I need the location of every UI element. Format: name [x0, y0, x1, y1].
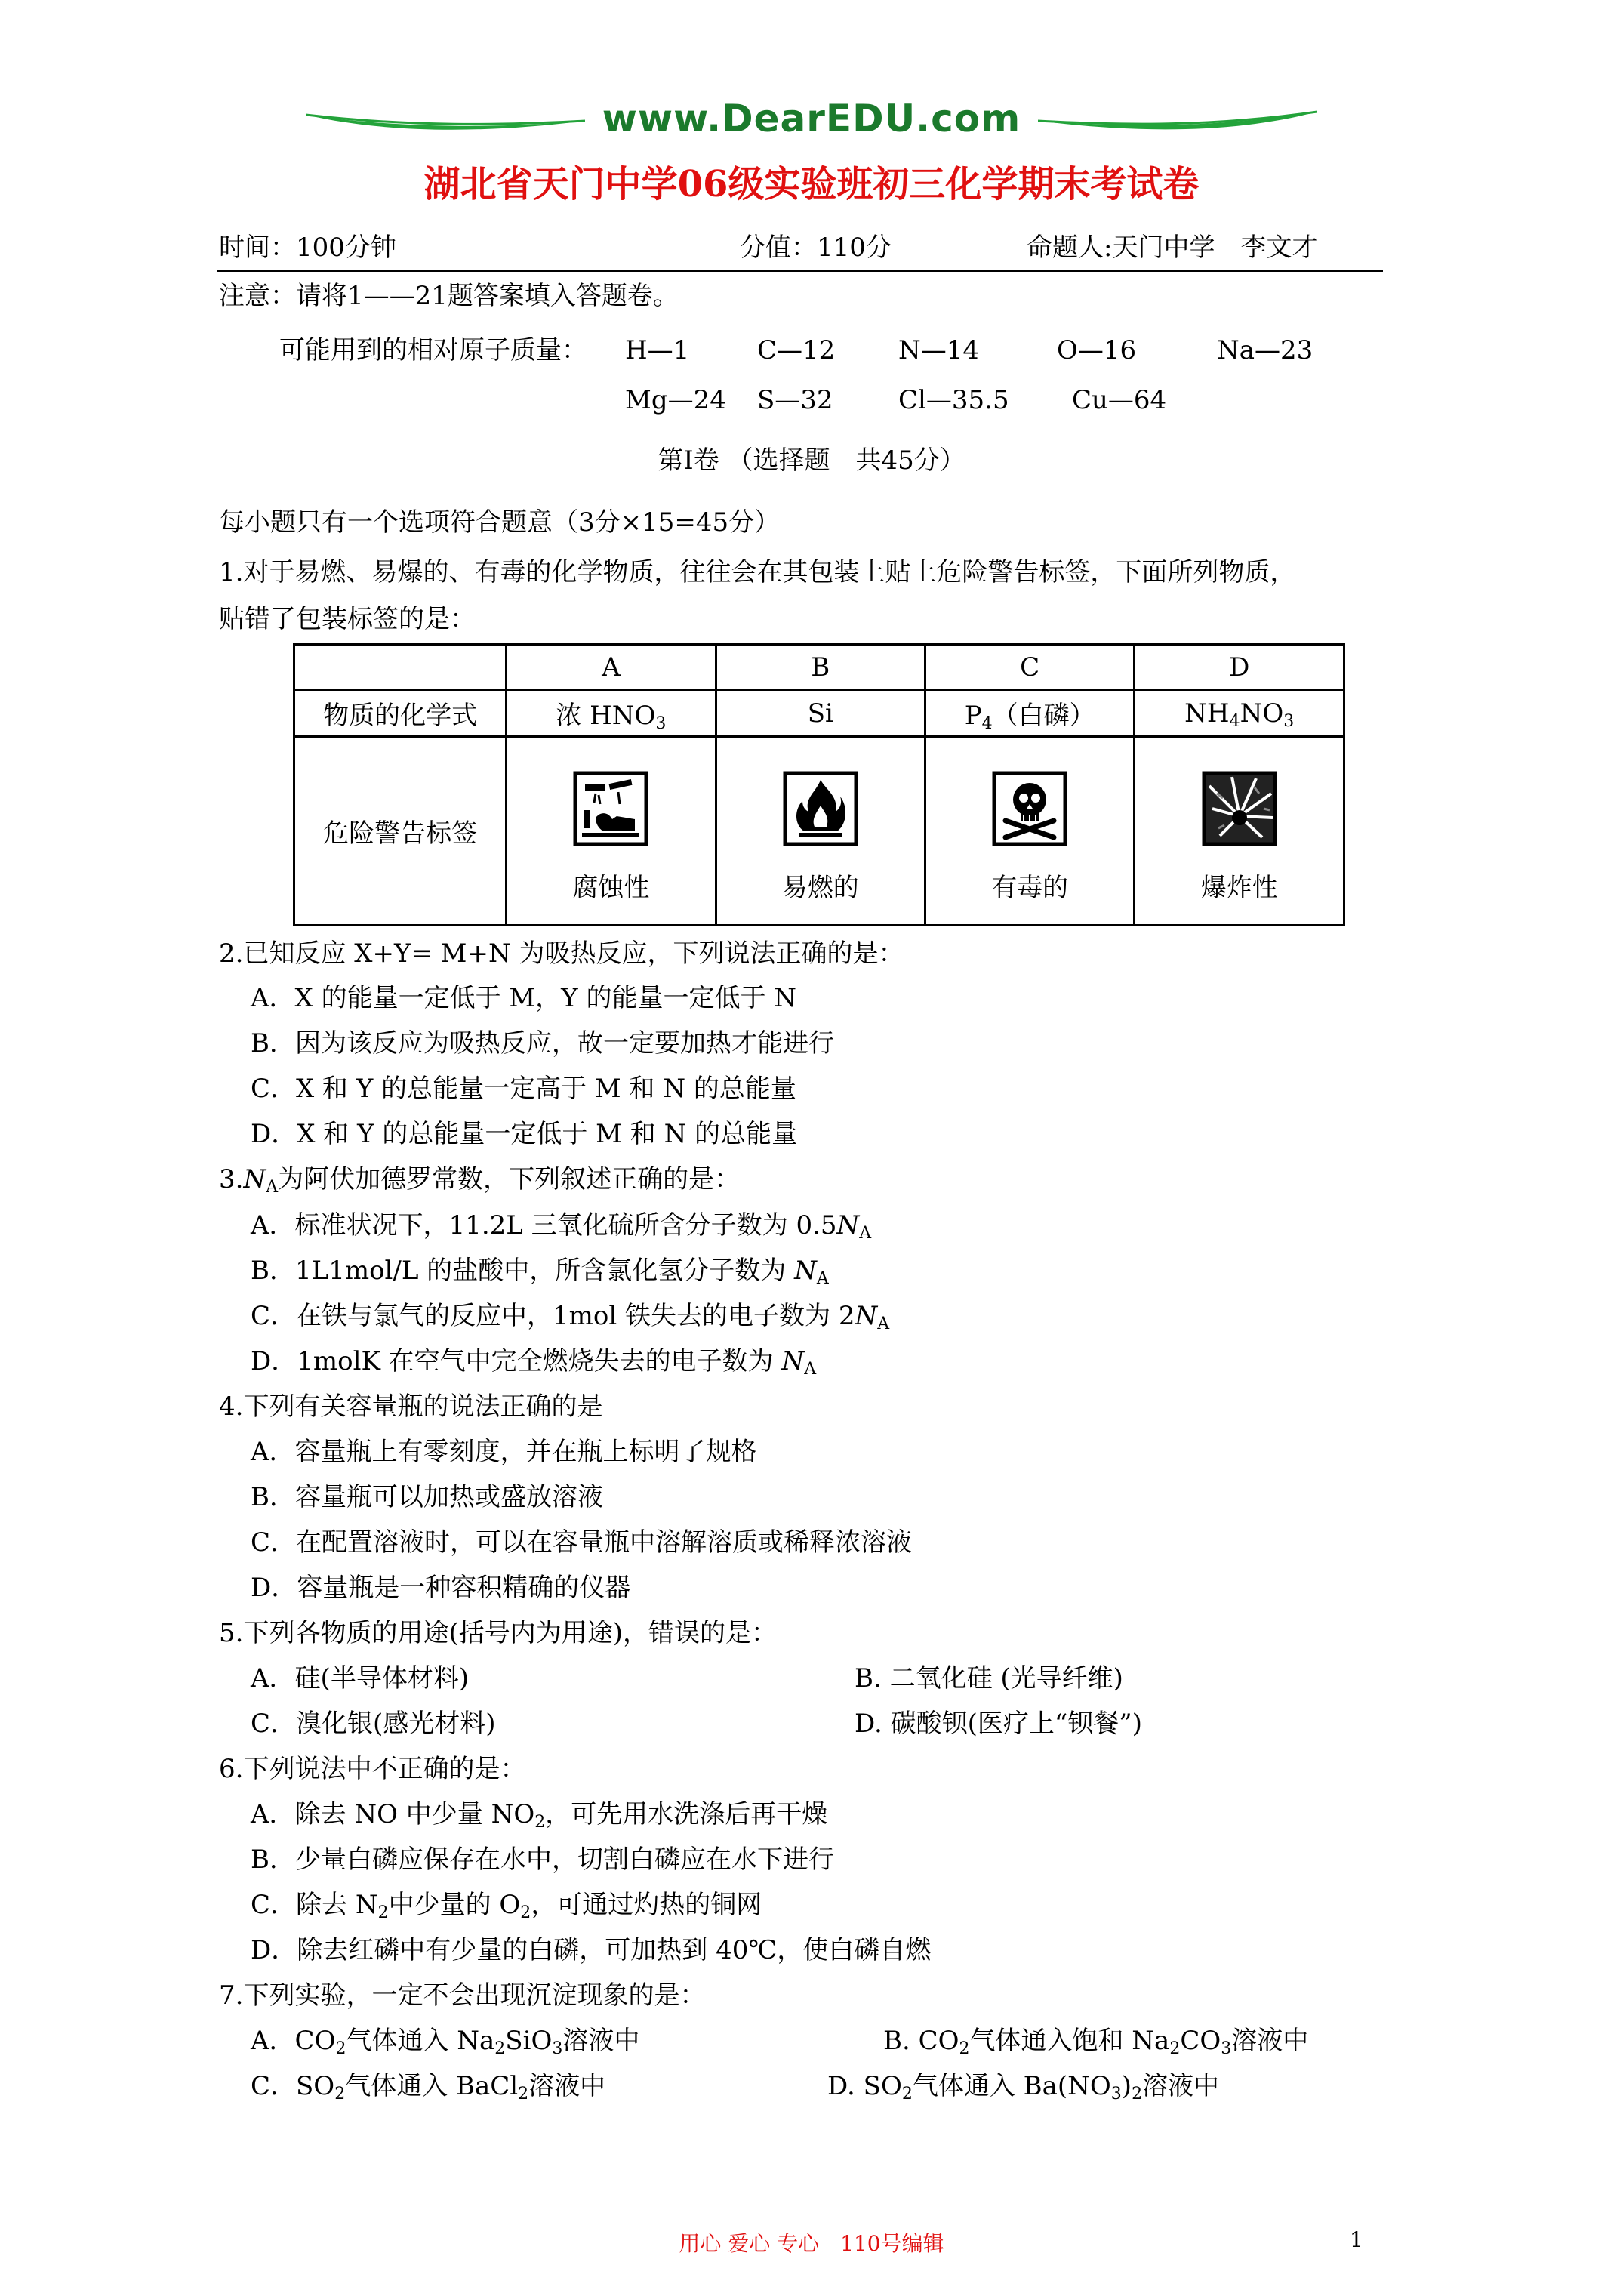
atomic-mass-item: S—32 [757, 385, 833, 415]
atomic-mass-item: Cu—64 [1072, 385, 1167, 415]
flame-icon [783, 771, 858, 846]
exam-title: 湖北省天门中学06级实验班初三化学期末考试卷 [423, 163, 1200, 205]
exam-score: 分值：110分 [740, 233, 892, 263]
hazard-label-text: 有毒的 [991, 872, 1069, 903]
table-header-cell: C [925, 645, 1134, 690]
atomic-mass-item: C—12 [757, 335, 836, 365]
atomic-mass-item: Cl—35.5 [898, 385, 1009, 415]
atomic-mass-item: O—16 [1057, 335, 1137, 365]
q6-option-d: D．除去红磷中有少量的白磷，可加热到 40℃，使白磷自燃 [251, 1935, 932, 1965]
q6-option-b: B．少量白磷应保存在水中，切割白磷应在水下进行 [251, 1845, 834, 1875]
atomic-mass-label: 可能用到的相对原子质量： [279, 335, 587, 365]
site-banner: www.DearEDU.com [602, 97, 1021, 140]
hazard-label-table [293, 643, 1345, 926]
formula-d: $NH_4NO_3$ [1135, 690, 1344, 737]
explosive-icon [1202, 771, 1277, 846]
q3-stem: $3.N_A$为阿伏加德罗常数，下列叙述正确的是： [219, 1164, 741, 1197]
atomic-mass-item: Mg—24 [625, 385, 726, 415]
footer-credit: 用心 爱心 专心 110号编辑 [679, 2231, 944, 2256]
table-row [294, 737, 1344, 926]
exam-author: 命题人:天门中学 李文才 [1027, 233, 1318, 263]
hazard-cell-c [925, 737, 1134, 926]
hazard-label-text: 易燃的 [781, 872, 859, 903]
formula-b: Si [716, 690, 925, 737]
atomic-mass-item: N—14 [898, 335, 980, 365]
q7-option-c: C．$SO_2$气体通入 BaCl$_2$溶液中 [251, 2071, 606, 2103]
header-divider [217, 270, 1383, 272]
q1-stem-line1: 1.对于易燃、易爆的、有毒的化学物质，往往会在其包装上贴上危险警告标签，下面所列物质， [219, 557, 1296, 587]
q7-option-a: A．$CO_2$气体通入 $Na_2SiO_3$溶液中 [251, 2026, 640, 2058]
q2-option-c: C．X 和 Y 的总能量一定高于 M 和 N 的总能量 [251, 1074, 796, 1104]
row-label-formula: 物质的化学式 [294, 690, 507, 737]
corrosive-icon [573, 771, 648, 846]
table-corner-cell [294, 645, 507, 690]
formula-a: 浓 $HNO_3$ [507, 690, 716, 737]
q2-option-b: B．因为该反应为吸热反应，故一定要加热才能进行 [251, 1028, 834, 1059]
table-header-row [294, 645, 1344, 690]
hazard-cell-d [1135, 737, 1344, 926]
hazard-label-text: 爆炸性 [1200, 872, 1278, 903]
formula-c: $P_4$（白磷） [925, 690, 1134, 737]
q4-option-c: C．在配置溶液时，可以在容量瓶中溶解溶质或稀释浓溶液 [251, 1527, 913, 1558]
table-header-cell: A [507, 645, 716, 690]
q5-option-a: A．硅(半导体材料) [251, 1663, 470, 1693]
table-row [294, 690, 1344, 737]
section-title: 第Ⅰ卷 （选择题 共45分） [658, 445, 965, 476]
table-header-cell: B [716, 645, 925, 690]
q5-stem: 5.下列各物质的用途(括号内为用途)，错误的是： [219, 1618, 777, 1648]
table-header-cell: D [1135, 645, 1344, 690]
exam-time: 时间：100分钟 [219, 233, 396, 263]
row-label-hazard: 危险警告标签 [294, 737, 507, 926]
q6-stem: 6.下列说法中不正确的是： [219, 1754, 526, 1784]
q5-option-d: D. 碳酸钡(医疗上“钡餐”) [855, 1709, 1142, 1739]
atomic-mass-item: H—1 [625, 335, 690, 365]
q4-option-a: A．容量瓶上有零刻度，并在瓶上标明了规格 [251, 1437, 757, 1467]
q2-option-d: D．X 和 Y 的总能量一定低于 M 和 N 的总能量 [251, 1119, 798, 1149]
q5-option-b: B. 二氧化硅 (光导纤维) [855, 1663, 1123, 1693]
q5-option-c: C．溴化银(感光材料) [251, 1709, 496, 1739]
q3-option-b: B．1L1mol/L 的盐酸中，所含氯化氢分子数为 $N_A$ [251, 1256, 829, 1288]
q7-option-d: D. $SO_2$气体通入 $Ba(NO_3)_2$溶液中 [827, 2071, 1220, 2103]
q1-stem-line2: 贴错了包装标签的是： [219, 604, 476, 634]
q3-option-c: C．在铁与氯气的反应中，1mol 铁失去的电子数为 $2N_A$ [251, 1301, 890, 1333]
hazard-cell-a [507, 737, 716, 926]
q4-stem: 4.下列有关容量瓶的说法正确的是 [219, 1391, 603, 1422]
q6-option-a: A．除去 NO 中少量 $NO_2$，可先用水洗涤后再干燥 [251, 1799, 828, 1832]
q4-option-b: B．容量瓶可以加热或盛放溶液 [251, 1482, 603, 1512]
q3-option-d: D．1molK 在空气中完全燃烧失去的电子数为 $N_A$ [251, 1346, 817, 1379]
q6-option-c: C．除去 $N_2$中少量的 $O_2$，可通过灼热的铜网 [251, 1890, 762, 1922]
hazard-cell-b [716, 737, 925, 926]
hazard-label-text: 腐蚀性 [572, 872, 650, 903]
section-instruction: 每小题只有一个选项符合题意（3分×15=45分） [219, 507, 781, 538]
q3-option-a: A．标准状况下，11.2L 三氧化硫所含分子数为 $0.5N_A$ [251, 1210, 872, 1243]
q4-option-d: D．容量瓶是一种容积精确的仪器 [251, 1573, 631, 1603]
q7-option-b: B. $CO_2$气体通入饱和 $Na_2CO_3$溶液中 [883, 2026, 1309, 2058]
q2-stem: 2.已知反应 X+Y= M+N 为吸热反应，下列说法正确的是： [219, 938, 904, 969]
atomic-mass-item: Na—23 [1217, 335, 1313, 365]
q7-stem: 7.下列实验，一定不会出现沉淀现象的是： [219, 1980, 706, 2011]
notice: 注意：请将1——21题答案填入答题卷。 [219, 281, 679, 311]
q2-option-a: A．X 的能量一定低于 M，Y 的能量一定低于 N [251, 983, 796, 1013]
skull-crossbones-icon [992, 771, 1067, 846]
page-number: 1 [1350, 2227, 1363, 2252]
